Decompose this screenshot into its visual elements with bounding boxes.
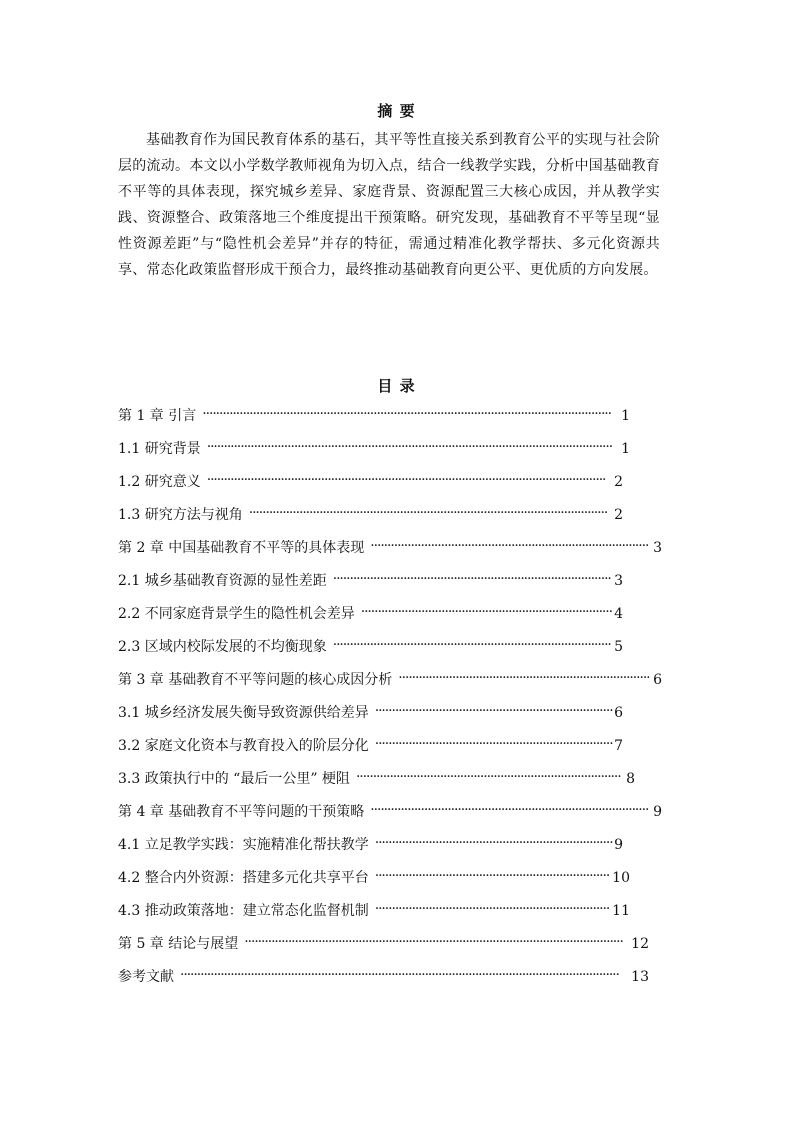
toc-leader: ··············································································· [355, 769, 621, 785]
toc-title: 目 录 [377, 377, 416, 395]
toc-entry-3[interactable] [118, 667, 678, 700]
toc-entry-page: 7 [614, 738, 623, 754]
toc-leader: ··················································································· [332, 571, 611, 587]
toc-entry-5[interactable] [118, 931, 678, 964]
toc-entry-3-1[interactable] [118, 700, 678, 733]
toc-entry-label: 1.1 研究背景 [118, 441, 201, 457]
toc-entry-label: 3.1 城乡经济发展失衡导致资源供给差异 [118, 705, 369, 721]
toc-entry-label: 1.2 研究意义 [118, 474, 201, 490]
toc-leader: ························································································································· [206, 439, 613, 455]
toc-entry-page: 3 [614, 573, 623, 589]
toc-entry-page: 10 [612, 870, 630, 886]
toc-entry-1-2[interactable] [118, 469, 678, 502]
toc-leader: ··················································································· [370, 802, 649, 818]
toc-entry-page: 1 [621, 441, 630, 457]
toc-entry-4[interactable] [118, 799, 678, 832]
toc-leader: ··································································································································· [180, 967, 619, 983]
toc-entry-label: 第 4 章 基础教育不平等问题的干预策略 [118, 804, 365, 820]
toc-leader: ······················································································································· [206, 472, 606, 488]
toc-leader: ······································································· [374, 835, 613, 851]
toc-entry-3-3[interactable] [118, 766, 678, 799]
toc-leader: ·························································································································· [202, 406, 611, 422]
toc-entry-1-1[interactable] [118, 436, 678, 469]
toc-leader: ······································································· [374, 736, 613, 752]
toc-leader: ················································································································· [244, 934, 623, 950]
abstract-text: 基础教育作为国民教育体系的基石，其平等性直接关系到教育公平的实现与社会阶层的流动。本文以小学数学教师视角为切入点，结合一线教学实践，分析中国基础教育不平等的具体表现，探究城乡差异、家庭背景、资源配置三大核心成因，并从教学实践、资源整合、政策落地三个维度提出干预策略。研究发现，基础教育不平等呈现“显性资源差距”与“隐性机会差异”并存的特征，需通过精准化教学帮扶、多元化资源共享、常态化政策监督形成干预合力，最终推动基础教育向更公平、更优质的方向发展。 [118, 132, 660, 278]
toc-entry-label: 3.2 家庭文化资本与教育投入的阶层分化 [118, 738, 369, 754]
toc-entry-references[interactable] [118, 964, 678, 997]
toc-entry-label: 2.3 区域内校际发展的不均衡现象 [118, 639, 327, 655]
toc-entry-page: 12 [631, 936, 649, 952]
toc-entry-3-2[interactable] [118, 733, 678, 766]
toc-entry-page: 13 [631, 969, 649, 985]
toc-entry-page: 6 [614, 705, 623, 721]
toc-entry-label: 4.1 立足教学实践：实施精准化帮扶教学 [118, 837, 369, 853]
toc-leader: ··········································································································· [248, 505, 608, 521]
toc-entry-4-1[interactable] [118, 832, 678, 865]
toc-entry-1-3[interactable] [118, 502, 678, 535]
toc-entry-label: 第 2 章 中国基础教育不平等的具体表现 [118, 540, 365, 556]
toc-entry-label: 第 5 章 结论与展望 [118, 936, 239, 952]
toc-entry-label: 4.3 推动政策落地：建立常态化监督机制 [118, 903, 369, 919]
toc-entry-page: 6 [653, 672, 662, 688]
toc-entry-2-3[interactable] [118, 634, 678, 667]
toc-entry-label: 1.3 研究方法与视角 [118, 507, 243, 523]
toc-entry-page: 5 [614, 639, 623, 655]
toc-entry-page: 4 [614, 606, 623, 622]
table-of-contents [118, 403, 678, 997]
toc-entry-1[interactable] [118, 403, 678, 436]
toc-leader: ······································································ [374, 901, 610, 917]
toc-leader: ······································································ [374, 868, 610, 884]
toc-entry-label: 第 3 章 基础教育不平等问题的核心成因分析 [118, 672, 393, 688]
abstract-title: 摘 要 [377, 102, 416, 120]
toc-entry-2-2[interactable] [118, 601, 678, 634]
toc-leader: ··········································································· [398, 670, 650, 686]
toc-entry-page: 1 [621, 408, 630, 424]
toc-leader: ··········································································· [360, 604, 612, 620]
toc-leader: ··················································································· [370, 538, 649, 554]
toc-leader: ··················································································· [332, 637, 611, 653]
toc-entry-label: 4.2 整合内外资源：搭建多元化共享平台 [118, 870, 369, 886]
toc-entry-2[interactable] [118, 535, 678, 568]
toc-entry-page: 9 [653, 804, 662, 820]
toc-entry-2-1[interactable] [118, 568, 678, 601]
toc-entry-label: 第 1 章 引言 [118, 408, 197, 424]
toc-entry-page: 2 [614, 474, 623, 490]
toc-entry-label: 参考文献 [118, 969, 174, 985]
toc-leader: ······································································· [374, 703, 613, 719]
toc-entry-page: 2 [614, 507, 623, 523]
toc-entry-page: 9 [614, 837, 623, 853]
toc-entry-label: 2.2 不同家庭背景学生的隐性机会差异 [118, 606, 355, 622]
toc-entry-label: 2.1 城乡基础教育资源的显性差距 [118, 573, 327, 589]
toc-entry-label: 3.3 政策执行中的 “最后一公里” 梗阻 [118, 771, 350, 787]
toc-entry-page: 3 [653, 540, 662, 556]
toc-entry-page: 8 [626, 771, 635, 787]
toc-entry-4-3[interactable] [118, 898, 678, 931]
toc-entry-page: 11 [612, 903, 630, 919]
toc-entry-4-2[interactable] [118, 865, 678, 898]
